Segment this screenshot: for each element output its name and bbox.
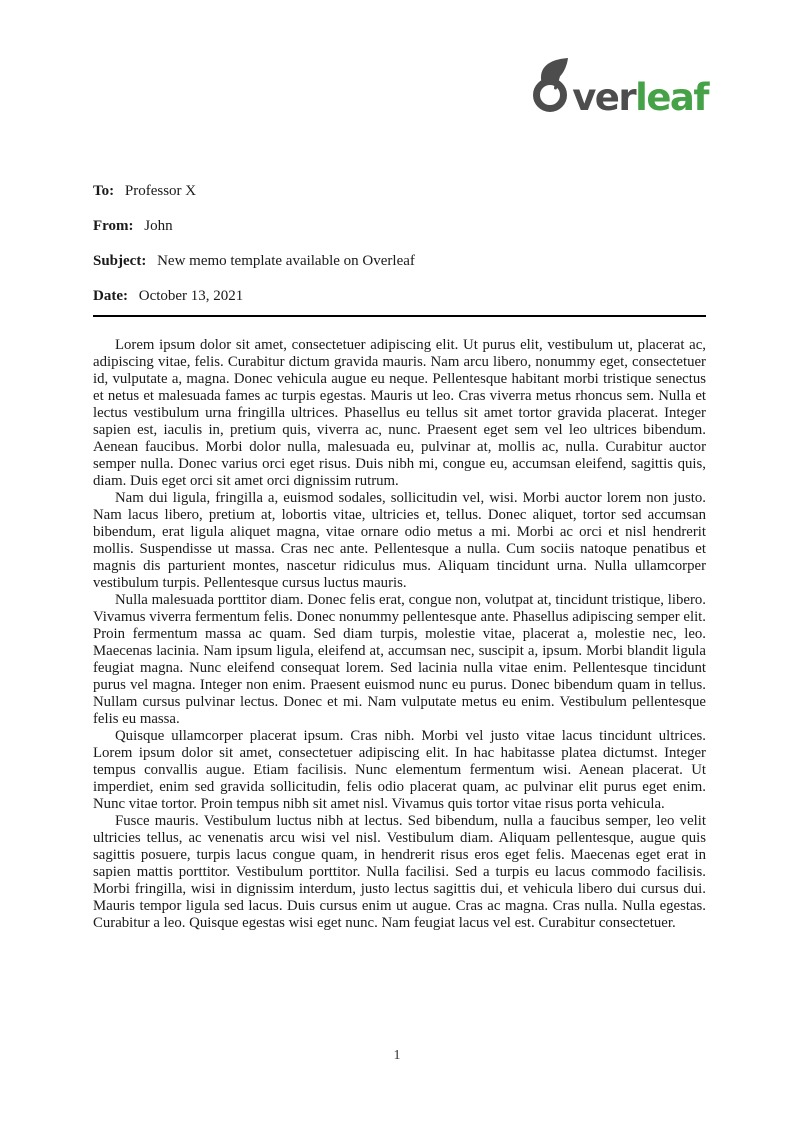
logo-wordmark-gray: ver	[572, 75, 636, 119]
body-paragraph-3: Nulla malesuada porttitor diam. Donec felis erat, congue non, volutpat at, tincidunt tristique, libero. Vivamus viverra fermentum felis. Donec nonummy pellentesque ante. Phasellus adipiscing semper elit. Proin fermentum massa ac quam. Sed diam turpis, molestie vitae, placerat a, molestie nec, leo. Maecenas lacinia. Nam ipsum ligula, eleifend at, accumsan nec, suscipit a, ipsum. Morbi blandit ligula feugiat magna. Nunc eleifend consequat lorem. Sed lacinia nulla vitae enim. Pellentesque tincidunt purus vel magna. Integer non enim. Praesent euismod nunc eu purus. Donec bibendum quam in tellus. Nullam cursus pulvinar lectus. Donec et mi. Nam vulputate metus eu enim. Vestibulum pellentesque felis eu massa.	[93, 592, 706, 727]
memo-field-date-label: Date:	[93, 288, 128, 304]
logo-wordmark-green: leaf	[635, 75, 708, 119]
memo-field-to-label: To:	[93, 183, 115, 199]
memo-field-subject-value: New memo template available on Overleaf	[157, 253, 415, 269]
memo-field-from	[93, 217, 706, 236]
memo-body	[93, 337, 706, 932]
memo-field-to-value: Professor X	[124, 183, 197, 199]
memo-field-date-value: October 13, 2021	[138, 288, 244, 304]
memo-field-from-value: John	[144, 218, 173, 234]
page-number: 1	[393, 1048, 401, 1063]
memo-field-to	[93, 182, 706, 201]
body-paragraph-4: Quisque ullamcorper placerat ipsum. Cras nibh. Morbi vel justo vitae lacus tincidunt ultrices. Lorem ipsum dolor sit amet, consectetuer adipiscing elit. In hac habitasse platea dictumst. Integer tempus convallis augue. Etiam facilisis. Nunc elementum fermentum wisi. Aenean placerat. Ut imperdiet, enim sed gravida sollicitudin, felis odio placerat quam, ac pulvinar elit purus eget enim. Nunc vitae tortor. Proin tempus nibh sit amet nisl. Vivamus quis tortor vitae risus porta vehicula.	[93, 728, 706, 812]
overleaf-logo	[531, 57, 708, 119]
memo-field-from-label: From:	[93, 218, 134, 234]
body-paragraph-1: Lorem ipsum dolor sit amet, consectetuer adipiscing elit. Ut purus elit, vestibulum ut, placerat ac, adipiscing vitae, felis. Curabitur dictum gravida mauris. Nam arcu libero, nonummy eget, consectetuer id, vulputate a, magna. Donec vehicula augue eu neque. Pellentesque habitant morbi tristique senectus et netus et malesuada fames ac turpis egestas. Mauris ut leo. Cras viverra metus rhoncus sem. Nulla et lectus vestibulum urna fringilla ultrices. Phasellus eu tellus sit amet tortor gravida placerat. Integer sapien est, iaculis in, pretium quis, viverra ac, nunc. Praesent eget sem vel leo ultrices bibendum. Aenean faucibus. Morbi dolor nulla, malesuada eu, pulvinar at, mollis ac, nulla. Curabitur auctor semper nulla. Donec varius orci eget risus. Duis nibh mi, congue eu, accumsan eleifend, sagittis quis, diam. Duis eget orci sit amet orci dignissim rutrum.	[93, 337, 706, 489]
body-paragraph-5: Fusce mauris. Vestibulum luctus nibh at lectus. Sed bibendum, nulla a faucibus semper, leo velit ultricies tellus, ac venenatis arcu wisi vel nisl. Vestibulum diam. Aliquam pellentesque, augue quis sagittis posuere, turpis lacus congue quam, in hendrerit risus eros eget felis. Maecenas eget erat in sapien mattis porttitor. Vestibulum porttitor. Nulla facilisi. Sed a turpis eu lacus commodo facilisis. Morbi fringilla, wisi in dignissim interdum, justo lectus sagittis dui, et vehicula libero dui cursus dui. Mauris tempor ligula sed lacus. Duis cursus enim ut augue. Cras ac magna. Cras nulla. Nulla egestas. Curabitur a leo. Quisque egestas wisi eget nunc. Nam feugiat lacus vel est. Curabitur consectetuer.	[93, 813, 706, 931]
memo-field-subject	[93, 252, 706, 271]
memo-header	[93, 182, 706, 322]
memo-field-subject-label: Subject:	[93, 253, 147, 269]
overleaf-o-leaf-icon	[531, 57, 571, 113]
memo-field-date	[93, 287, 706, 306]
header-divider-rule	[93, 315, 706, 317]
body-paragraph-2: Nam dui ligula, fringilla a, euismod sodales, sollicitudin vel, wisi. Morbi auctor lorem non justo. Nam lacus libero, pretium at, lobortis vitae, ultricies et, tellus. Donec aliquet, tortor sed accumsan bibendum, erat ligula aliquet magna, vitae ornare odio metus a mi. Morbi ac orci et nisl hendrerit mollis. Suspendisse ut massa. Cras nec ante. Pellentesque a nulla. Cum sociis natoque penatibus et magnis dis parturient montes, nascetur ridiculus mus. Aliquam tincidunt urna. Nulla ullamcorper vestibulum turpis. Pellentesque cursus luctus mauris.	[93, 490, 706, 591]
